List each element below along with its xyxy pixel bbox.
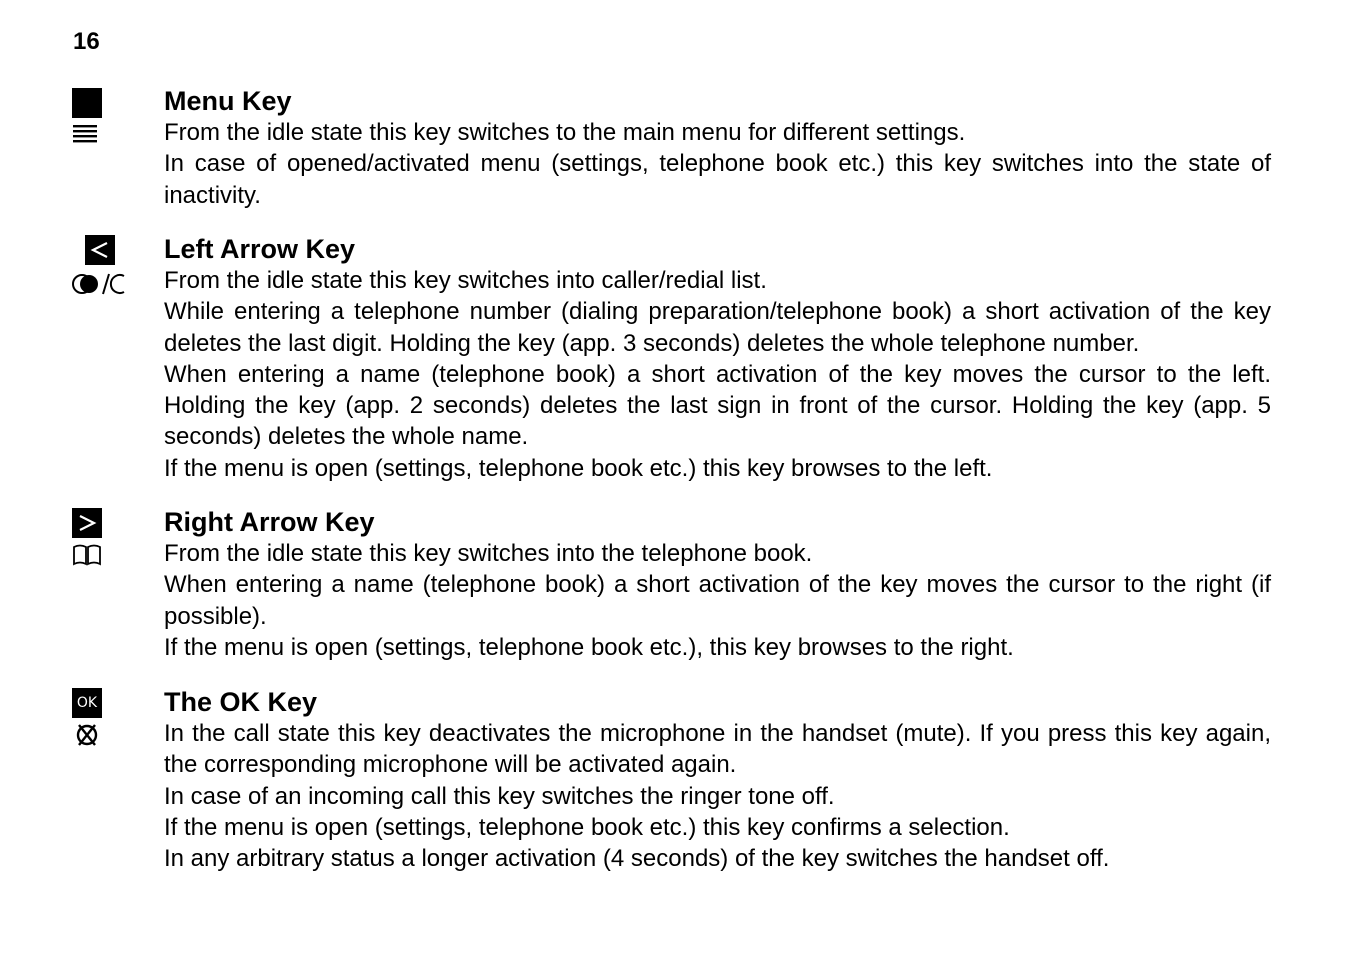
- phone-book-icon: [72, 543, 132, 567]
- section-title: Menu Key: [164, 86, 292, 116]
- paragraph: While entering a telephone number (dialing preparation/telephone book) a short activation of the key deletes the last digit. Holding the key (app. 3 seconds) deletes the whole telephone number.: [164, 298, 1271, 357]
- paragraph: In the call state this key deactivates the microphone in the handset (mute). If you press this key again, the corresponding microphone will be activated again.: [164, 720, 1271, 779]
- left-arrow-key-icon: [85, 235, 115, 265]
- icon-column: [72, 85, 132, 146]
- menu-key-icon: [72, 88, 102, 118]
- redial-clear-icon: [72, 272, 132, 296]
- icon-column: [72, 233, 132, 296]
- paragraph: If the menu is open (settings, telephone book etc.) this key browses to the left.: [164, 454, 993, 482]
- paragraph: In case of an incoming call this key switches the ringer tone off.: [164, 782, 835, 810]
- mute-icon: [72, 723, 132, 747]
- section-title: The OK Key: [164, 687, 318, 717]
- paragraph: If the menu is open (settings, telephone book etc.) this key confirms a selection.: [164, 813, 1010, 841]
- section-content: [164, 686, 1271, 874]
- paragraph: In any arbitrary status a longer activation (4 seconds) of the key switches the handset off.: [164, 845, 1110, 873]
- ok-key-icon: OK: [72, 688, 102, 718]
- menu-lines-icon: [72, 122, 132, 146]
- paragraph: From the idle state this key switches to the main menu for different settings.: [164, 119, 966, 146]
- section-content: [164, 233, 1271, 484]
- paragraph: When entering a name (telephone book) a short activation of the key moves the cursor to the left. Holding the key (app. 2 seconds) deletes the last sign in front of the cursor. Holding the key (app. 5 seconds) deletes the whole name.: [164, 360, 1271, 451]
- paragraph: In case of opened/activated menu (settings, telephone book etc.) this key switches into the state of inactivity.: [164, 150, 1271, 209]
- paragraph: When entering a name (telephone book) a short activation of the key moves the cursor to the right (if possible).: [164, 571, 1271, 630]
- icon-column: [72, 686, 132, 747]
- section-title: Left Arrow Key: [164, 234, 356, 264]
- paragraph: From the idle state this key switches into caller/redial list.: [164, 267, 767, 294]
- paragraph: If the menu is open (settings, telephone book etc.), this key browses to the right.: [164, 633, 1014, 661]
- section-content: [164, 506, 1271, 663]
- page-number: 16: [73, 28, 100, 55]
- right-arrow-key-icon: [72, 508, 102, 538]
- icon-column: [72, 506, 132, 567]
- paragraph: From the idle state this key switches into the telephone book.: [164, 540, 813, 567]
- section-title: Right Arrow Key: [164, 507, 375, 537]
- section-content: [164, 85, 1271, 211]
